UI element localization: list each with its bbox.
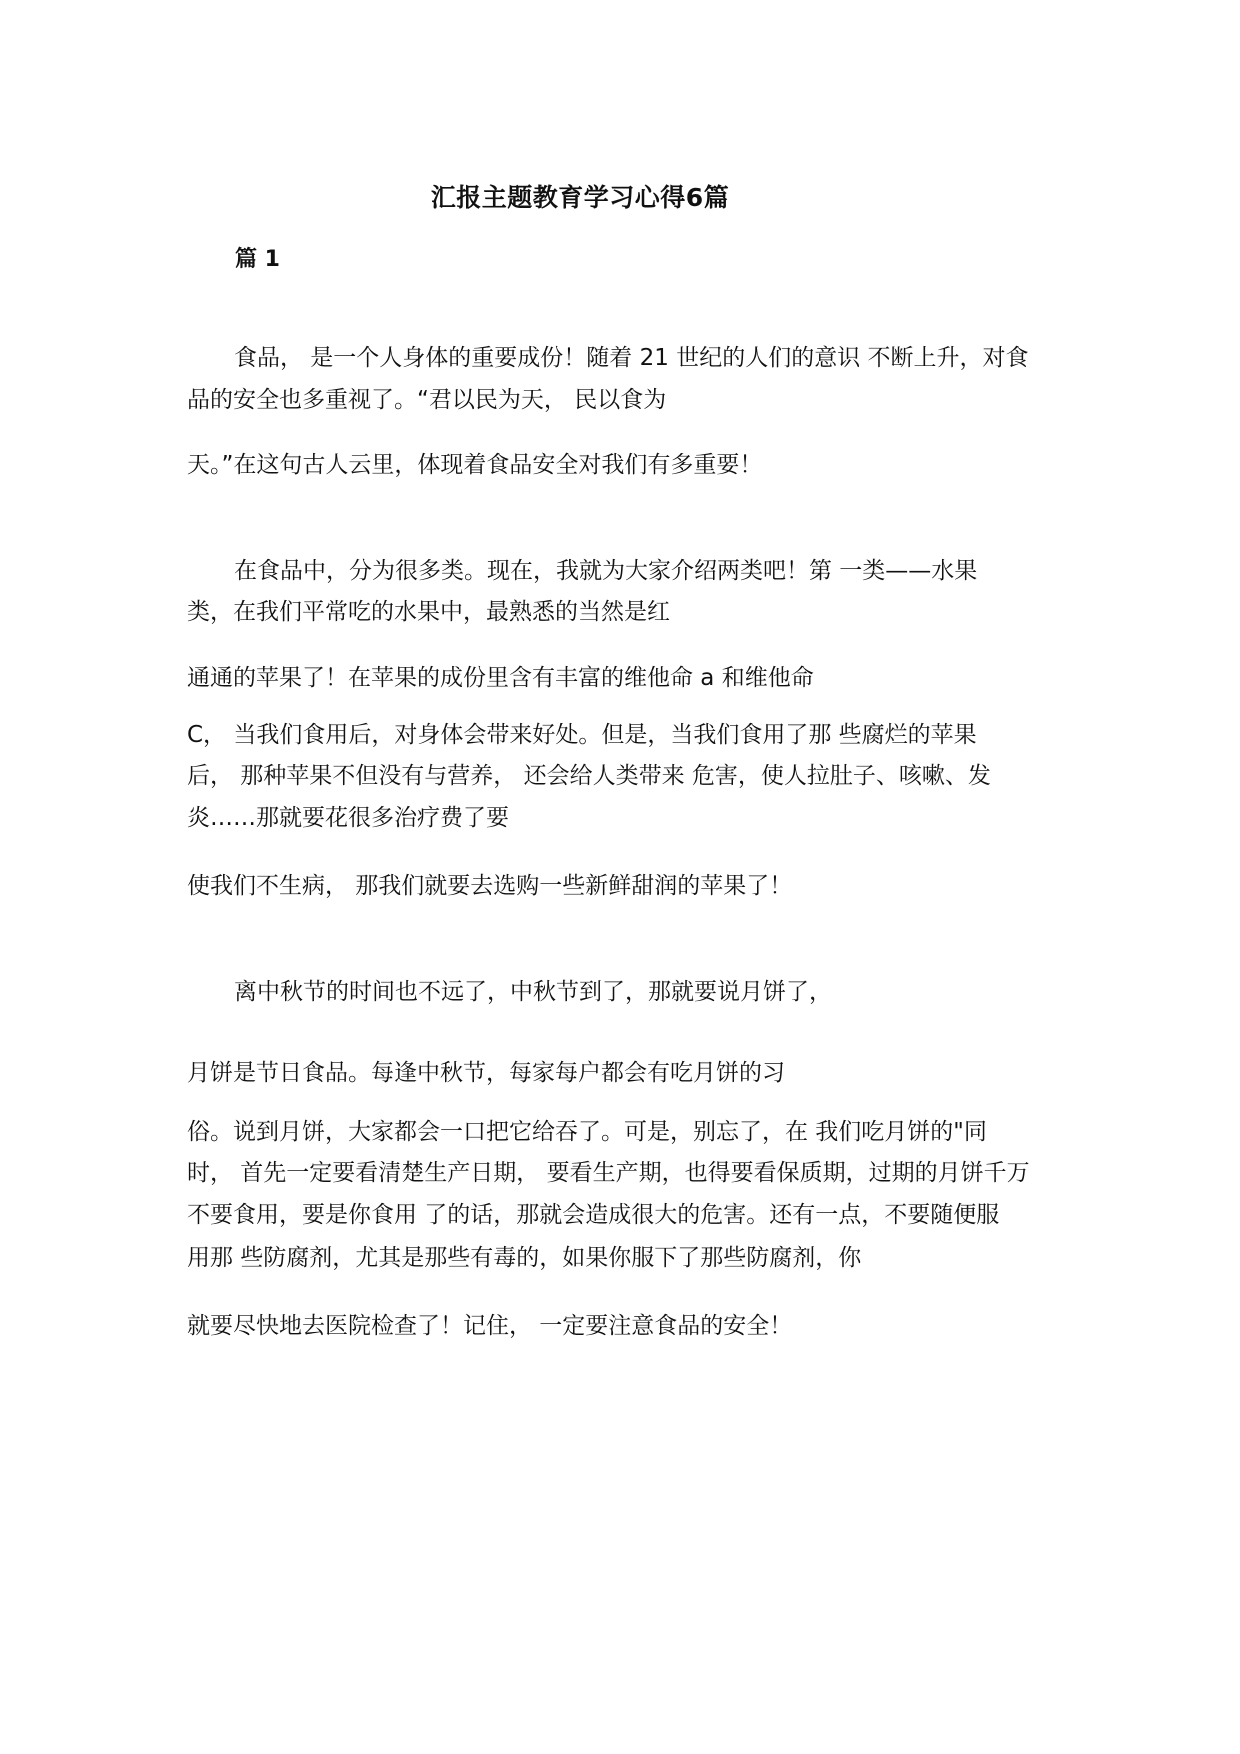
paragraph-line: 天。”在这句古人云里，体现着食品安全对我们有多重要！ (187, 452, 763, 478)
paragraph-line: 后， 那种苹果不但没有与营养， 还会给人类带来 危害，使人拉肚子、咳嗽、发 (187, 763, 991, 789)
paragraph-line: 食品， 是一个人身体的重要成份！随着 21 世纪的人们的意识 不断上升，对食 (234, 345, 1029, 371)
paragraph-line: 通通的苹果了！在苹果的成份里含有丰富的维他命 a 和维他命 (187, 665, 814, 691)
paragraph-line: 月饼是节日食品。每逢中秋节，每家每户都会有吃月饼的习 (187, 1060, 785, 1086)
paragraph-line: 用那 些防腐剂，尤其是那些有毒的，如果你服下了那些防腐剂，你 (187, 1245, 862, 1271)
paragraph-line: 类，在我们平常吃的水果中，最熟悉的当然是红 (187, 599, 670, 625)
paragraph-line: 炎……那就要花很多治疗费了要 (187, 805, 509, 831)
paragraph-line: 品的安全也多重视了。“君以民为天， 民以食为 (187, 387, 667, 413)
paragraph-line: C， 当我们食用后，对身体会带来好处。但是，当我们食用了那 些腐烂的苹果 (187, 722, 977, 748)
paragraph-line: 使我们不生病， 那我们就要去选购一些新鲜甜润的苹果了！ (187, 873, 793, 899)
paragraph-line: 在食品中，分为很多类。现在，我就为大家介绍两类吧！第 一类——水果 (234, 558, 978, 584)
document-title: 汇报主题教育学习心得6篇 (430, 183, 730, 212)
paragraph-line: 俗。说到月饼，大家都会一口把它给吞了。可是，别忘了，在 我们吃月饼的"同 (187, 1119, 987, 1145)
section-heading: 篇 1 (235, 247, 280, 272)
paragraph-line: 不要食用，要是你食用 了的话，那就会造成很大的危害。还有一点，不要随便服 (187, 1202, 1000, 1228)
paragraph-line: 时， 首先一定要看清楚生产日期， 要看生产期，也得要看保质期，过期的月饼千万 (187, 1160, 1030, 1186)
paragraph-line: 离中秋节的时间也不远了，中秋节到了，那就要说月饼了， (234, 979, 832, 1005)
paragraph-line: 就要尽快地去医院检查了！记住， 一定要注意食品的安全！ (187, 1313, 793, 1339)
